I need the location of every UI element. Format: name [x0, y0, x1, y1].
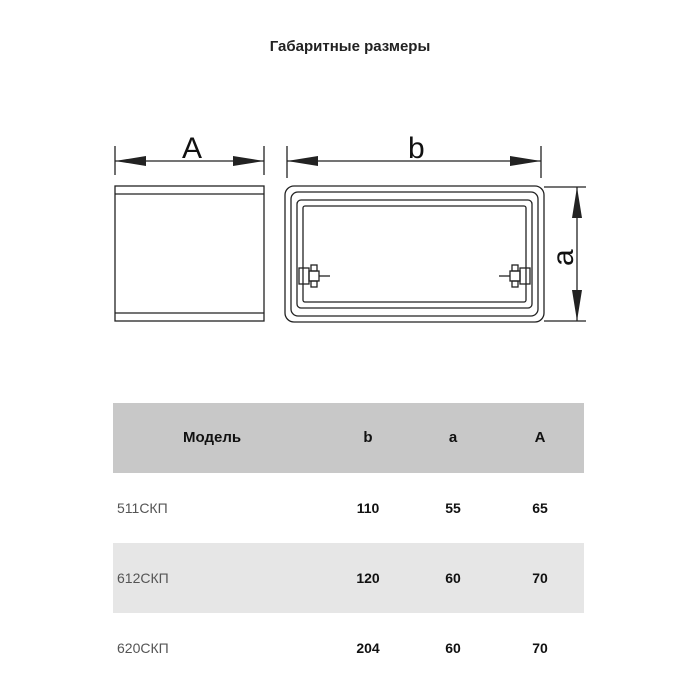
table-row: [113, 473, 584, 543]
page-title: Габаритные размеры: [269, 38, 431, 55]
dim-label-b: b: [408, 132, 425, 165]
dim-label-A: A: [182, 132, 203, 165]
header-model: Модель: [183, 429, 242, 446]
header-b: b: [363, 429, 373, 446]
cell-a: 55: [445, 500, 461, 516]
dimensions-table: [113, 403, 584, 683]
header-a: a: [448, 429, 458, 446]
side-view: [115, 146, 264, 321]
front-view: [285, 146, 586, 322]
table-row: [113, 613, 584, 683]
table-header-row: [113, 403, 584, 473]
cell-model: 620СКП: [117, 640, 169, 656]
header-A: A: [534, 429, 546, 446]
cell-model: 511СКП: [117, 500, 168, 516]
cell-b: 204: [356, 640, 380, 656]
cell-A: 65: [532, 500, 548, 516]
cell-b: 120: [356, 570, 380, 586]
table-row: [113, 543, 584, 613]
cell-b: 110: [356, 500, 380, 516]
dim-label-a: a: [547, 249, 580, 266]
cell-a: 60: [445, 570, 461, 586]
cell-A: 70: [532, 640, 548, 656]
cell-A: 70: [532, 570, 548, 586]
cell-a: 60: [445, 640, 461, 656]
cell-model: 612СКП: [117, 570, 169, 586]
